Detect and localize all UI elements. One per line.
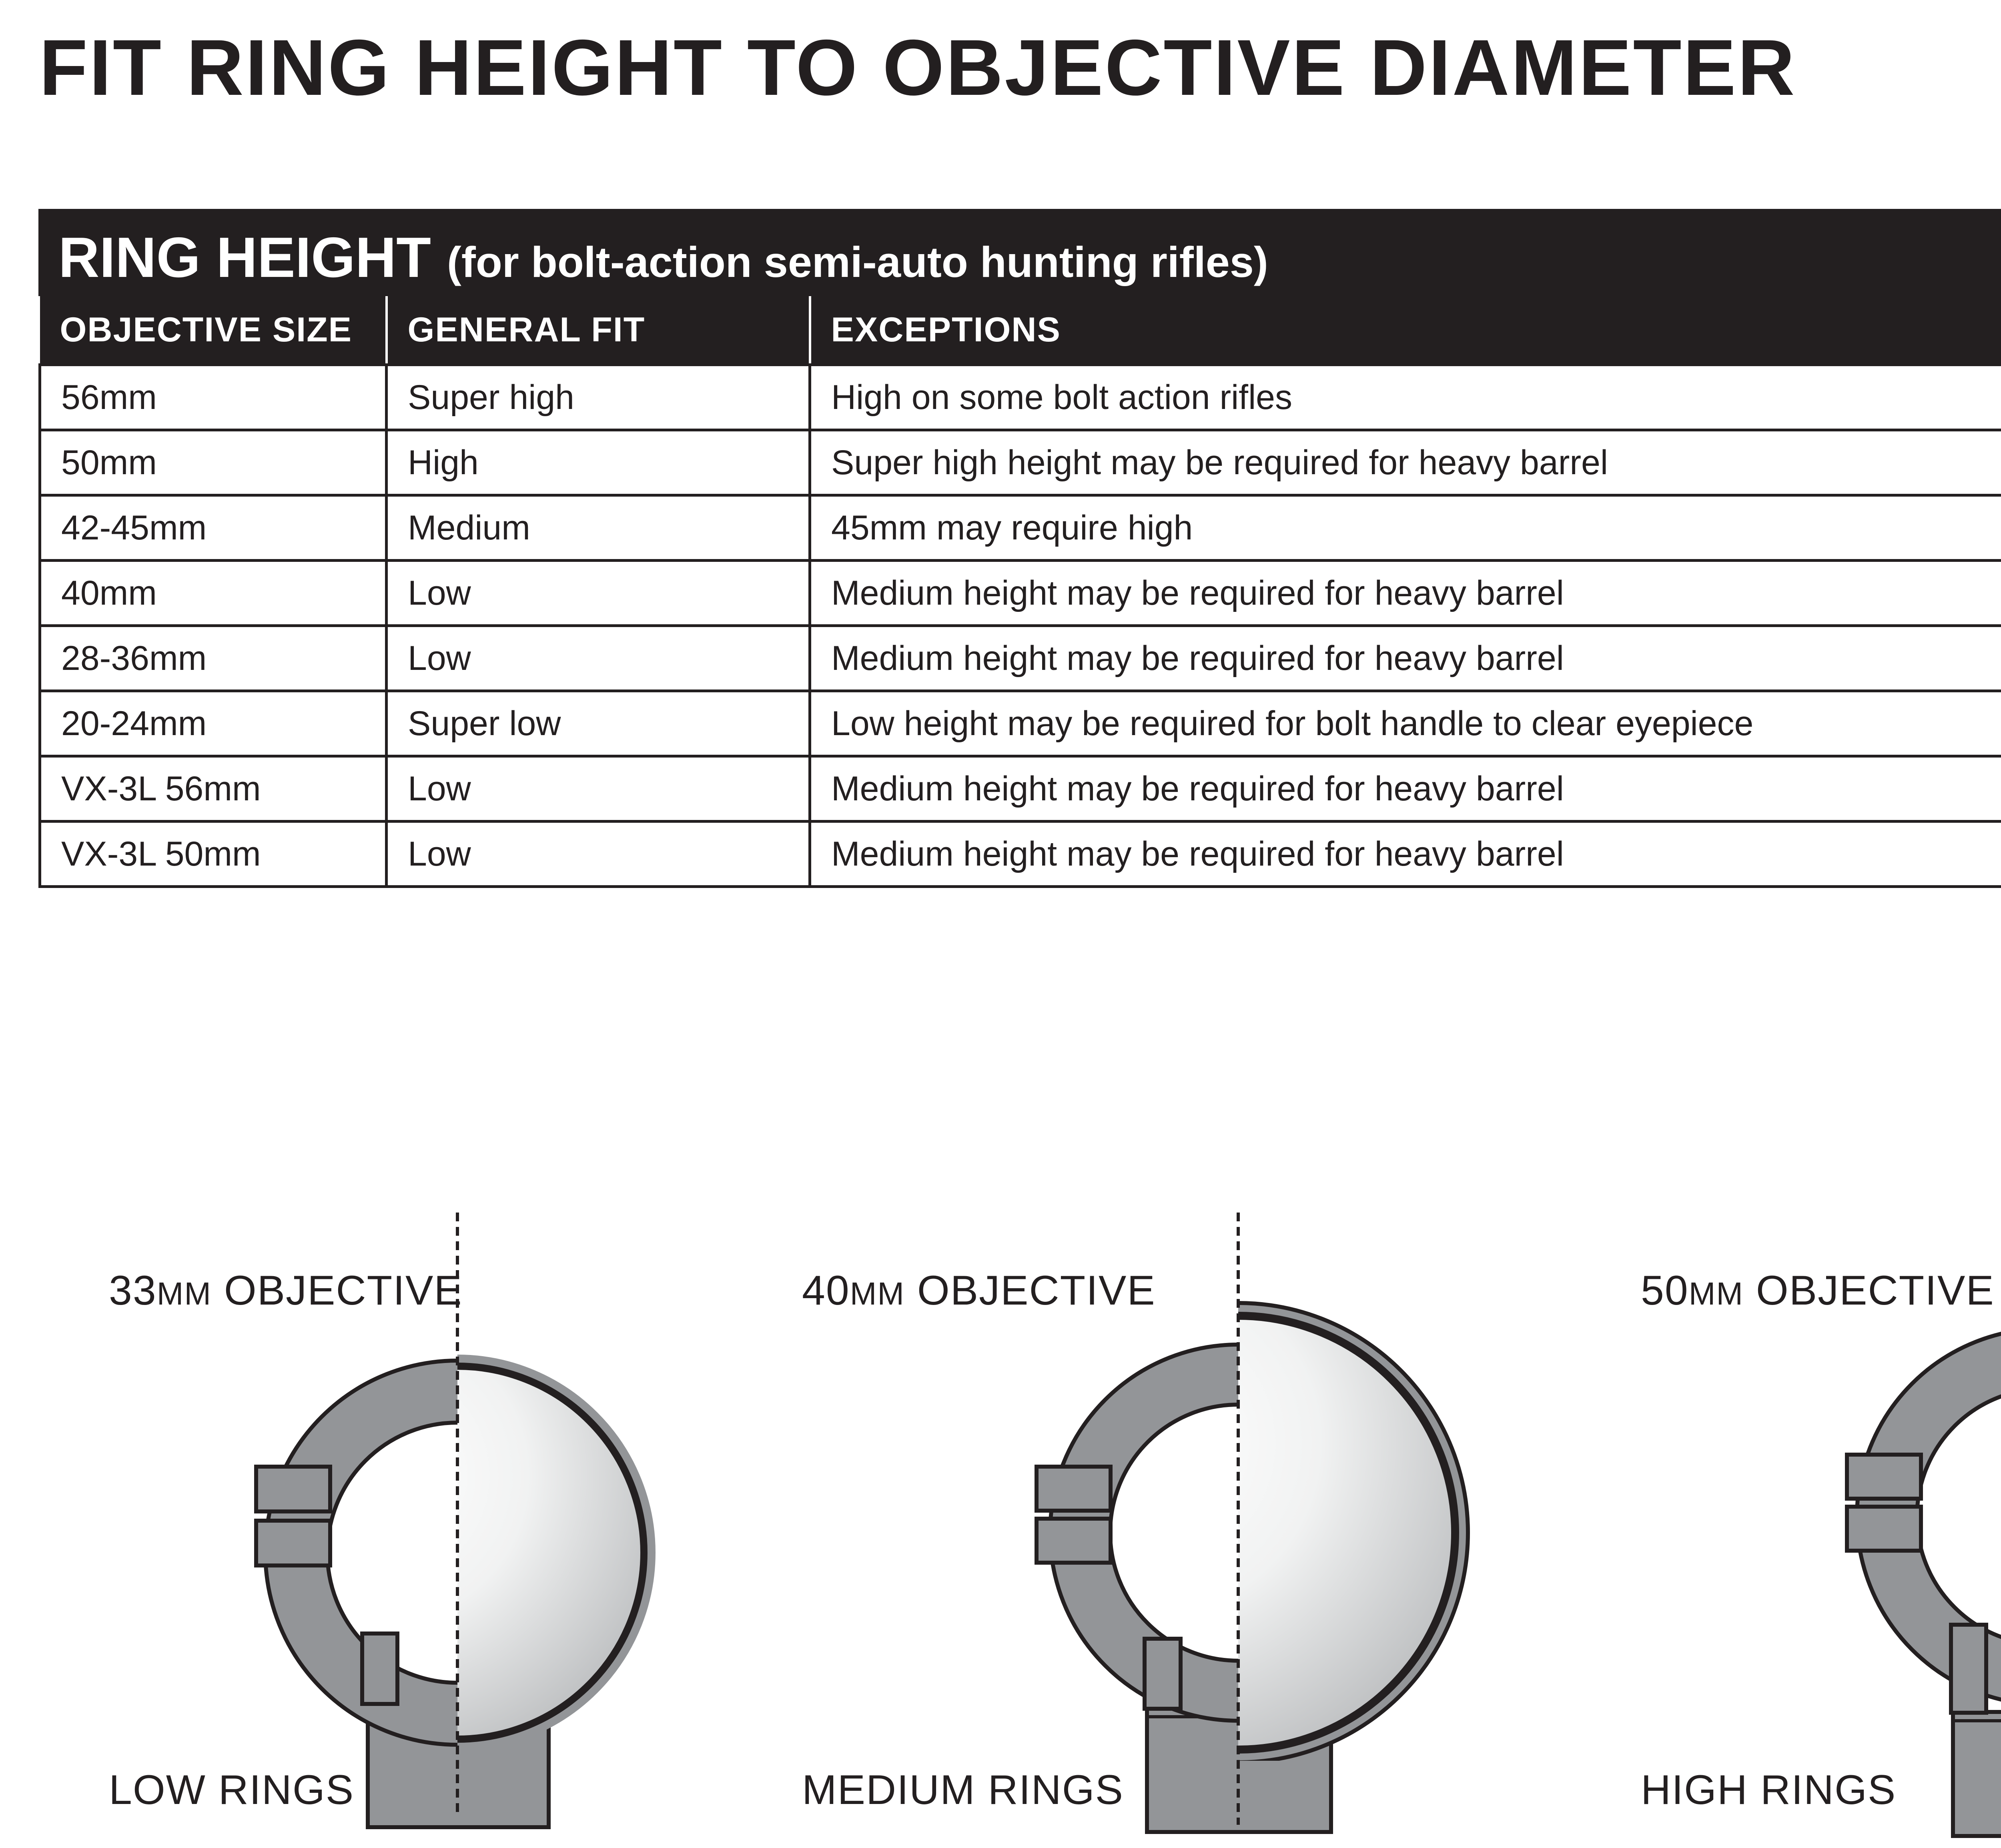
banner-title: RING HEIGHT bbox=[58, 226, 431, 289]
table-header-row bbox=[40, 296, 2001, 365]
high-ring-body bbox=[1847, 1329, 2001, 1713]
cell-exceptions: Medium height may be required for heavy barrel bbox=[810, 756, 2001, 822]
cell-general-fit: Super low bbox=[387, 691, 810, 756]
ring-label-low: LOW RINGS bbox=[109, 1767, 355, 1813]
cell-objective-size: 42-45mm bbox=[40, 495, 387, 561]
header-objective-size: OBJECTIVE SIZE bbox=[40, 296, 387, 365]
ring-height-table bbox=[38, 209, 2001, 888]
table-row bbox=[40, 626, 2001, 691]
ring-label-high: HIGH RINGS bbox=[1641, 1767, 1897, 1813]
table-row bbox=[40, 756, 2001, 822]
cell-general-fit: Low bbox=[387, 822, 810, 887]
table-row bbox=[40, 561, 2001, 626]
ring-illustrations bbox=[0, 1161, 2001, 1848]
cell-exceptions: Medium height may be required for heavy barrel bbox=[810, 626, 2001, 691]
objective-label-50mm: 50MM OBJECTIVE bbox=[1641, 1267, 1995, 1314]
cell-general-fit: Low bbox=[387, 561, 810, 626]
cell-general-fit: Low bbox=[387, 756, 810, 822]
ring-label-medium: MEDIUM RINGS bbox=[802, 1767, 1124, 1813]
table-row bbox=[40, 495, 2001, 561]
cell-general-fit: Medium bbox=[387, 495, 810, 561]
header-general-fit: GENERAL FIT bbox=[387, 296, 810, 365]
cell-exceptions: Super high height may be required for heavy barrel bbox=[810, 430, 2001, 495]
cell-exceptions: High on some bolt action rifles bbox=[810, 365, 2001, 430]
table-row bbox=[40, 430, 2001, 495]
cell-exceptions: Low height may be required for bolt handle to clear eyepiece bbox=[810, 691, 2001, 756]
cell-objective-size: 40mm bbox=[40, 561, 387, 626]
objective-label-40mm: 40MM OBJECTIVE bbox=[802, 1267, 1156, 1314]
header-exceptions: EXCEPTIONS bbox=[810, 296, 2001, 365]
cell-exceptions: Medium height may be required for heavy barrel bbox=[810, 561, 2001, 626]
cell-objective-size: VX-3L 50mm bbox=[40, 822, 387, 887]
cell-objective-size: 28-36mm bbox=[40, 626, 387, 691]
table-row bbox=[40, 822, 2001, 887]
table-banner bbox=[38, 209, 2001, 296]
cell-exceptions: Medium height may be required for heavy barrel bbox=[810, 822, 2001, 887]
objective-label-33mm: 33MM OBJECTIVE bbox=[109, 1267, 463, 1314]
cell-general-fit: Low bbox=[387, 626, 810, 691]
table-row bbox=[40, 691, 2001, 756]
high-ring-base bbox=[1953, 1712, 2001, 1836]
table-row bbox=[40, 365, 2001, 430]
fit-table bbox=[38, 296, 2001, 888]
cell-exceptions: 45mm may require high bbox=[810, 495, 2001, 561]
page-title: FIT RING HEIGHT TO OBJECTIVE DIAMETER bbox=[39, 23, 1796, 112]
cell-general-fit: High bbox=[387, 430, 810, 495]
banner-subtitle: (for bolt-action semi-auto hunting rifles) bbox=[447, 238, 1268, 286]
cell-objective-size: 50mm bbox=[40, 430, 387, 495]
cell-objective-size: 56mm bbox=[40, 365, 387, 430]
cell-general-fit: Super high bbox=[387, 365, 810, 430]
cell-objective-size: VX-3L 56mm bbox=[40, 756, 387, 822]
cell-objective-size: 20-24mm bbox=[40, 691, 387, 756]
